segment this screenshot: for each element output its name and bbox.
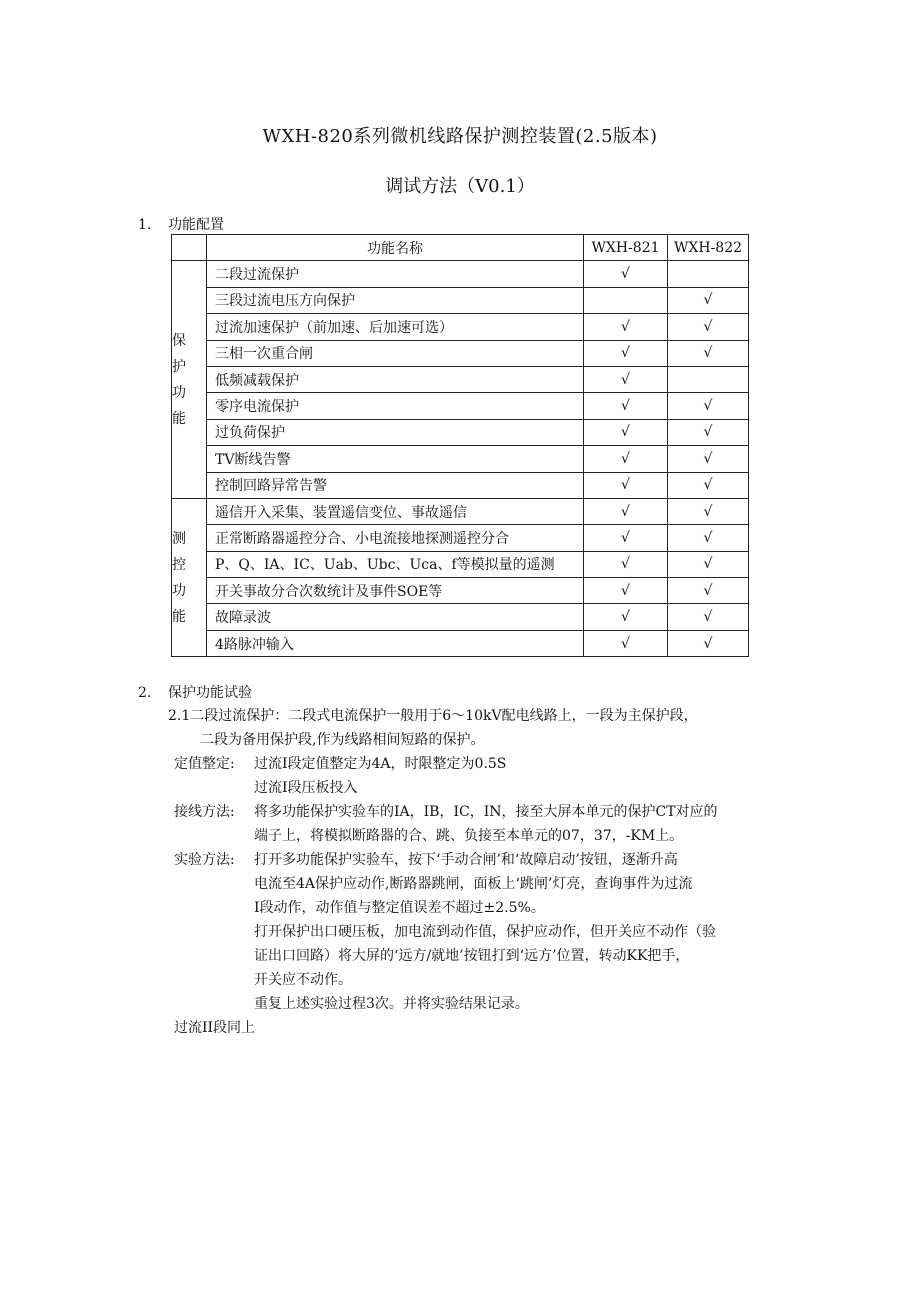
check-model-1: √ xyxy=(584,314,668,340)
check-model-2: √ xyxy=(668,446,749,472)
function-name: 过负荷保护 xyxy=(207,419,584,445)
function-name: 遥信开入采集、装置遥信变位、事故遥信 xyxy=(207,498,584,524)
section-heading-2 xyxy=(138,682,252,702)
check-model-2: √ xyxy=(668,287,749,313)
function-name: 三相一次重合闸 xyxy=(207,340,584,366)
table-row xyxy=(172,498,749,524)
table-row xyxy=(172,287,749,313)
function-name: 零序电流保护 xyxy=(207,393,584,419)
function-name: 过流加速保护（前加速、后加速可选） xyxy=(207,314,584,340)
test-line3: I段动作，动作值与整定值误差不超过±2.5%。 xyxy=(254,900,545,916)
document-title: WXH-820系列微机线路保护测控装置(2.5版本) xyxy=(262,126,658,147)
document-subtitle: 调试方法（V0.1） xyxy=(385,176,535,197)
check-model-1: √ xyxy=(584,446,668,472)
check-model-1: √ xyxy=(584,393,668,419)
check-model-2: √ xyxy=(668,604,749,630)
check-model-2: √ xyxy=(668,551,749,577)
test-line2: 电流至4A保护应动作,断路器跳闸，面板上‘跳闸’灯亮，查询事件为过流 xyxy=(254,876,693,892)
check-model-2: √ xyxy=(668,314,749,340)
section-title: 保护功能试验 xyxy=(168,685,252,701)
group-label-control: 测 控 功 能 xyxy=(172,498,207,656)
table-row xyxy=(172,551,749,577)
table-row xyxy=(172,446,749,472)
test-line5: 证出口回路）将大屏的‘远方/就地’按钮打到‘远方’位置，转动KK把手， xyxy=(254,948,690,964)
function-name: 三段过流电压方向保护 xyxy=(207,287,584,313)
section-heading-1 xyxy=(138,214,224,234)
table-row xyxy=(172,366,749,392)
check-model-1: √ xyxy=(584,366,668,392)
check-model-1: √ xyxy=(584,578,668,604)
wiring-line1: 将多功能保护实验车的IA，IB，IC，IN，接至大屏本单元的保护CT对应的 xyxy=(254,804,718,820)
check-model-2 xyxy=(668,366,749,392)
function-name: TV断线告警 xyxy=(207,446,584,472)
check-model-1: √ xyxy=(584,261,668,287)
function-name: 开关事故分合次数统计及事件SOE等 xyxy=(207,578,584,604)
setting-line1: 过流I段定值整定为4A，时限整定为0.5S xyxy=(254,756,507,772)
wiring-line2: 端子上，将模拟断路器的合、跳、负接至本单元的07，37，-KM上。 xyxy=(254,828,684,844)
table-row xyxy=(172,578,749,604)
header-function-name: 功能名称 xyxy=(207,235,584,261)
table-header-row xyxy=(172,235,749,261)
check-model-1: √ xyxy=(584,630,668,656)
wiring-label: 接线方法: xyxy=(174,804,235,820)
check-model-1: √ xyxy=(584,419,668,445)
function-name: 故障录波 xyxy=(207,604,584,630)
test-line6: 开关应不动作。 xyxy=(254,972,352,988)
section-number: 2. xyxy=(138,685,152,701)
section-title: 功能配置 xyxy=(168,217,224,233)
paragraph-2-1-line2: 二段为备用保护段,作为线路相间短路的保护。 xyxy=(200,732,485,748)
check-model-2: √ xyxy=(668,578,749,604)
setting-label: 定值整定: xyxy=(174,756,235,772)
function-name: 控制回路异常告警 xyxy=(207,472,584,498)
test-line1: 打开多功能保护实验车，按下‘手动合闸’和‘故障启动’按钮，逐渐升高 xyxy=(254,852,678,868)
check-model-2: √ xyxy=(668,340,749,366)
table-row xyxy=(172,340,749,366)
check-model-1: √ xyxy=(584,551,668,577)
function-name: 4路脉冲输入 xyxy=(207,630,584,656)
test-line4: 打开保护出口硬压板，加电流到动作值，保护应动作，但开关应不动作（验 xyxy=(254,924,716,940)
table-row xyxy=(172,419,749,445)
check-model-1: √ xyxy=(584,604,668,630)
tail-note: 过流II段同上 xyxy=(174,1020,256,1036)
check-model-2: √ xyxy=(668,630,749,656)
header-group-cell xyxy=(172,235,207,261)
table-row xyxy=(172,630,749,656)
check-model-2: √ xyxy=(668,525,749,551)
check-model-2: √ xyxy=(668,393,749,419)
function-config-table xyxy=(171,234,749,657)
paragraph-2-1-line1: 2.1二段过流保护：二段式电流保护一般用于6～10kV配电线路上，一段为主保护段， xyxy=(168,708,698,724)
check-model-2: √ xyxy=(668,419,749,445)
table-row xyxy=(172,314,749,340)
check-model-2 xyxy=(668,261,749,287)
check-model-1 xyxy=(584,287,668,313)
function-name: 低频减载保护 xyxy=(207,366,584,392)
test-line7: 重复上述实验过程3次。并将实验结果记录。 xyxy=(254,996,529,1012)
check-model-2: √ xyxy=(668,498,749,524)
test-label: 实验方法: xyxy=(174,852,235,868)
check-model-1: √ xyxy=(584,340,668,366)
table-row xyxy=(172,604,749,630)
check-model-1: √ xyxy=(584,472,668,498)
check-model-2: √ xyxy=(668,472,749,498)
check-model-1: √ xyxy=(584,498,668,524)
setting-line2: 过流I段压板投入 xyxy=(254,780,358,796)
table-row xyxy=(172,472,749,498)
function-name: 二段过流保护 xyxy=(207,261,584,287)
header-model-1: WXH-821 xyxy=(584,235,668,261)
table-row xyxy=(172,393,749,419)
section-number: 1. xyxy=(138,217,152,233)
check-model-1: √ xyxy=(584,525,668,551)
group-label-protection: 保 护 功 能 xyxy=(172,261,207,499)
header-model-2: WXH-822 xyxy=(668,235,749,261)
table-row xyxy=(172,261,749,287)
function-name: 正常断路器遥控分合、小电流接地探测遥控分合 xyxy=(207,525,584,551)
function-name: P、Q、IA、IC、Uab、Ubc、Uca、f等模拟量的遥测 xyxy=(207,551,584,577)
table-row xyxy=(172,525,749,551)
